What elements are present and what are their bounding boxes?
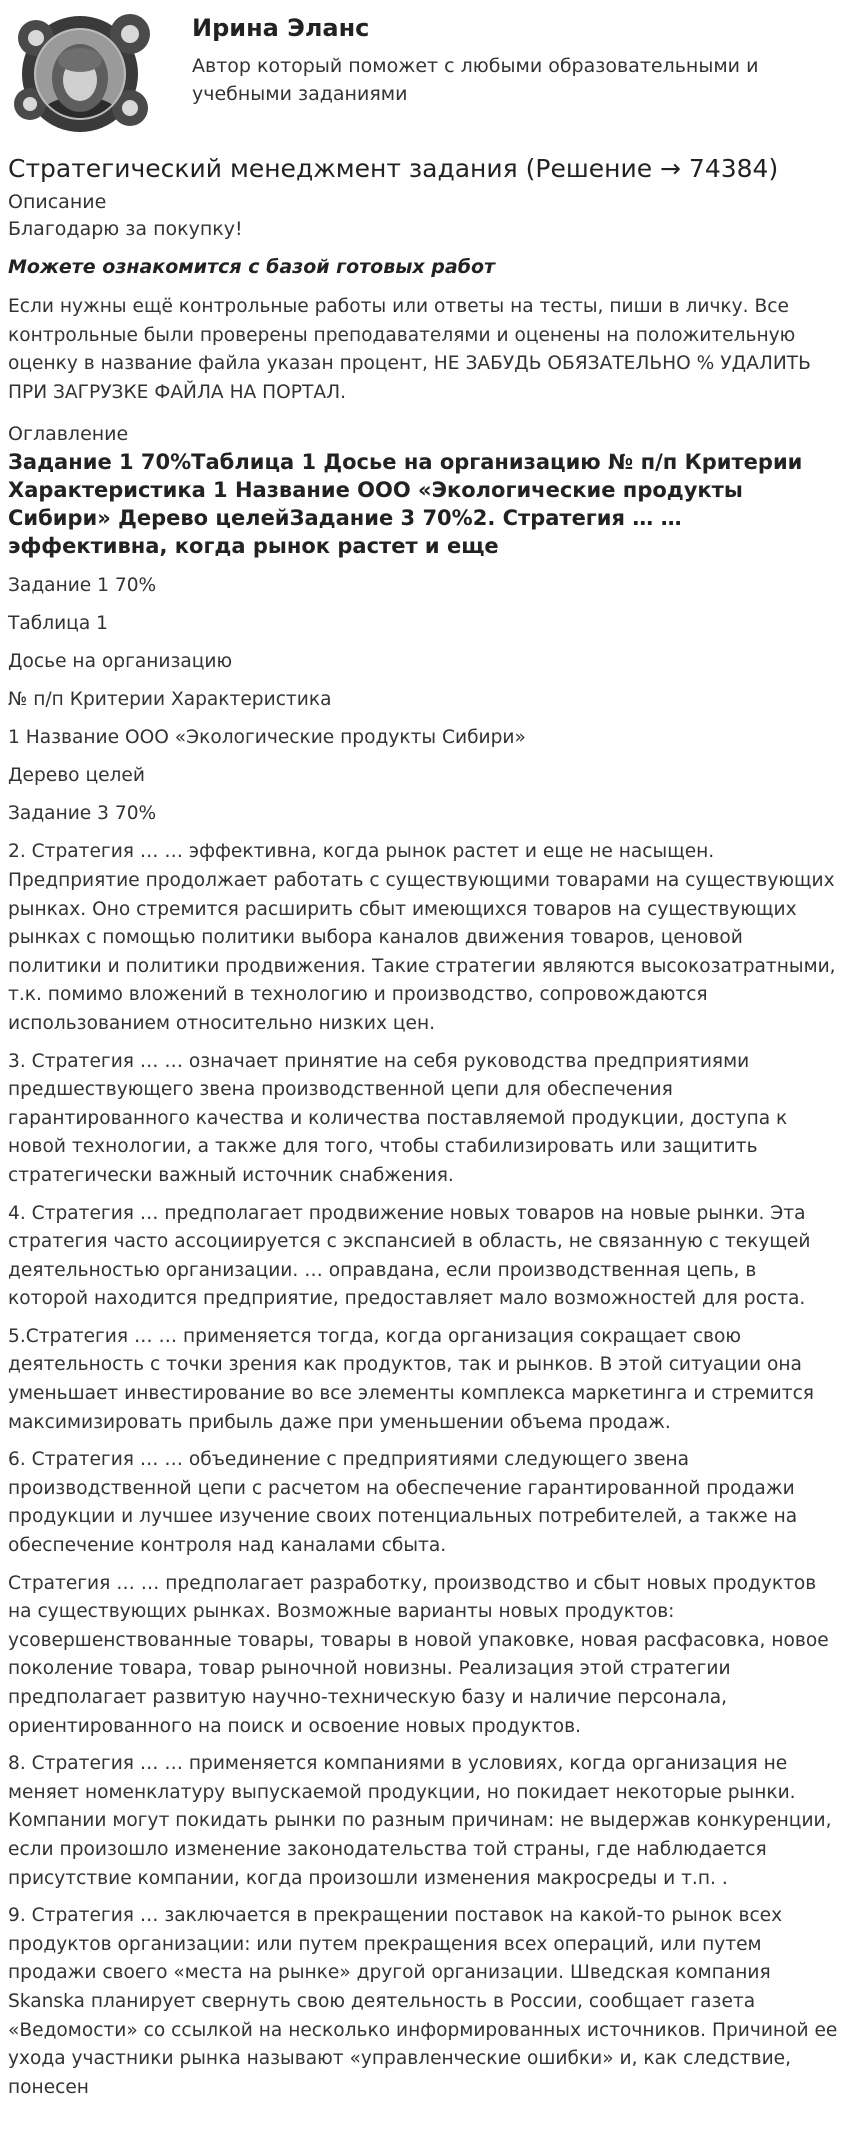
author-name[interactable]: Ирина Эланс xyxy=(192,14,370,42)
content-line: № п/п Критерии Характеристика xyxy=(8,689,332,711)
content-line: Досье на организацию xyxy=(8,651,233,673)
content-paragraphs xyxy=(8,838,839,2102)
thanks-text: Благодарю за покупку! xyxy=(8,218,243,240)
content-paragraph: 8. Стратегия … … применяется компаниями в условиях, когда организация не меняет номенклатуру выпускаемой продукции, но покидает некоторые рынки. Компании могут покидать рынки по разным причинам: не выдержав конкуренции, если произошло изменение законодательства той страны, где наблюдается присутствие компании, когда произошли изменения макросреды и т.п. . xyxy=(8,1753,832,1889)
content-paragraph: 2. Стратегия … … эффективна, когда рынок растет и еще не насыщен. Предприятие продолжает работать с существующими товарами на существующих рынках. Оно стремится расширить сбыт имеющихся товаров на существующих рынках с помощью политики выбора каналов движения товаров, ценовой политики и политики продвижения. Такие стратегии являются высокозатратными, т.к. помимо вложений в технологию и производство, сопровождаются использованием относительно низких цен. xyxy=(8,841,836,1034)
content-paragraph: 3. Стратегия … … означает принятие на себя руководства предприятиями предшествующего звена производственной цепи для обеспечения гарантированного качества и количества поставляемой продукции, доступа к новой технологии, а также для того, чтобы стабилизировать или защитить стратегически важный источник снабжения. xyxy=(8,1050,788,1186)
ready-works-base-link[interactable]: Можете ознакомится с базой готовых работ xyxy=(8,256,496,278)
content-line: Дерево целей xyxy=(8,765,145,787)
author-info xyxy=(192,8,792,108)
content-paragraph: Стратегия … … предполагает разработку, производство и сбыт новых продуктов на существующих рынках. Возможные варианты новых продуктов: усовершенствованные товары, товары в новой упаковке, новая расфасовка, новое поколение товара, товар рыночной новизны. Реализация этой стратегии предполагает развитую научно-техническую базу и наличие персонала, ориентированного на поиск и освоение новых продуктов. xyxy=(8,1572,829,1737)
content-line: Таблица 1 xyxy=(8,613,108,635)
content-paragraph: 4. Стратегия … предполагает продвижение новых товаров на новые рынки. Эта стратегия часто ассоциируется с экспансией в область, не связанную с текущей деятельностью организации. … оправдана, если производственная цепь, в которой находится предприятие, предоставляет мало возможностей для роста. xyxy=(8,1202,811,1310)
author-avatar-image xyxy=(8,8,158,132)
content-paragraph: 6. Стратегия … … объединение с предприятиями следующего звена производственной цепи с расчетом на обеспечение гарантированной продажи продукции и лучшее изучение своих потенциальных потребителей, а также на обеспечение контроля над каналами сбыта. xyxy=(8,1449,798,1557)
content-line: 1 Название ООО «Экологические продукты Сибири» xyxy=(8,727,526,749)
document-title: Стратегический менеджмент задания (Решение → 74384) xyxy=(8,154,779,183)
description-label: Описание xyxy=(8,191,107,213)
toc-label: Оглавление xyxy=(8,423,129,446)
intro-paragraph: Если нужны ещё контрольные работы или ответы на тесты, пиши в личку. Все контрольные были проверены преподавателями и оценены на положительную оценку в название файла указан процент, НЕ ЗАБУДЬ ОБЯЗАТЕЛЬНО % УДАЛИТЬ ПРИ ЗАГРУЗКЕ ФАЙЛА НА ПОРТАЛ. xyxy=(8,296,811,403)
author-description: Автор который поможет с любыми образовательными и учебными заданиями xyxy=(192,55,759,105)
avatar[interactable] xyxy=(8,8,158,132)
content-paragraph: 5.Стратегия … … применяется тогда, когда организация сокращает свою деятельность с точки зрения как продуктов, так и рынков. В этой ситуации она уменьшает инвестирование во все элементы комплекса маркетинга и стремится максимизировать прибыль даже при уменьшении объема продаж. xyxy=(8,1325,814,1433)
content-paragraph: 9. Стратегия … заключается в прекращении поставок на какой-то рынок всех продуктов организации: или путем прекращения всех операций, или путем продажи своего «места на рынке» другой организации. Шведская компания Skanska планирует свернуть свою деятельность в России, сообщает газета «Ведомости» со ссылкой на несколько информированных источников. Причиной ее ухода участники рынка называют «управленческие ошибки» и, как следствие, понесен xyxy=(8,1905,838,2098)
content-line: Задание 3 70% xyxy=(8,803,157,825)
toc-heading: Задание 1 70%Таблица 1 Досье на организацию № п/п Критерии Характеристика 1 Название ООО «Экологические продукты Сибири» Дерево целейЗадание 3 70%2. Стратегия … … эффективна, когда рынок растет и еще xyxy=(8,450,803,559)
content-lines xyxy=(8,572,839,828)
content-line: Задание 1 70% xyxy=(8,575,157,597)
author-block xyxy=(8,0,839,132)
